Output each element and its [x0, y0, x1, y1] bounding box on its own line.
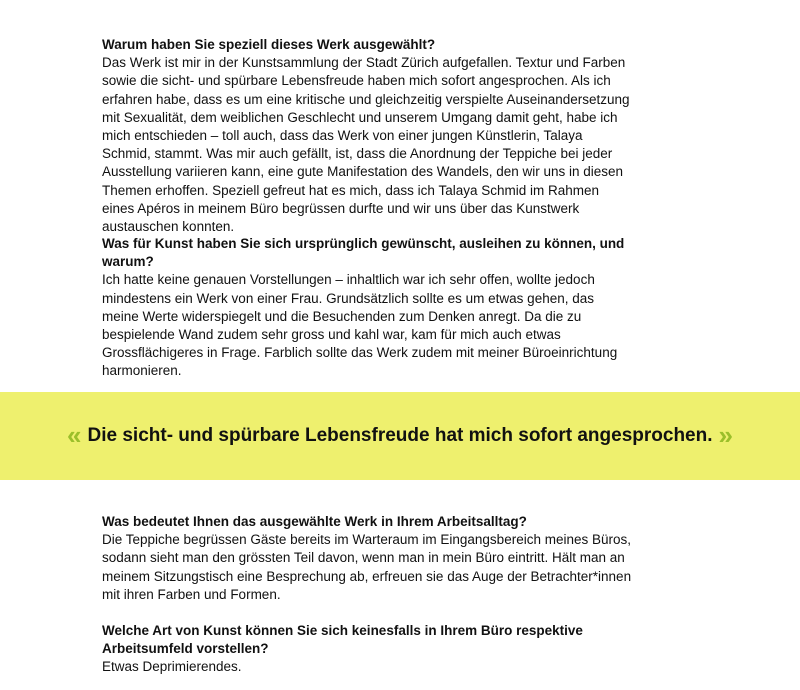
question-heading: Welche Art von Kunst können Sie sich keinesfalls in Ihrem Büro respektive Arbeitsumfeld vorstellen? — [102, 623, 583, 657]
question-heading: Was bedeutet Ihnen das ausgewählte Werk in Ihrem Arbeitsalltag? — [102, 514, 527, 529]
close-quote-icon: » — [718, 420, 733, 450]
answer-paragraph: Die Teppiche begrüssen Gäste bereits im Warteraum im Eingangsbereich meines Büros, sodann sieht man den grössten Teil davon, wenn man in mein Büro eintritt. Hält man an meinem Sitzungstisch eine Besprechung ab, erfreuen sie das Auge der Betrachter*innen mit ihren Farben und Formen. — [102, 532, 632, 602]
qa-section-3 — [102, 513, 632, 604]
answer-paragraph: Ich hatte keine genauen Vorstellungen – inhaltlich war ich sehr offen, wollte jedoch mindestens ein Werk von einer Frau. Grundsätzlich sollte es um etwas gehen, das meine Werte widerspiegelt und die Besuchenden zum Denken anregt. Da die zu bespielende Wand zudem sehr gross und kahl war, kam für mich auch etwas Grossflächigeres in Frage. Farblich sollte das Werk zudem mit meiner Büroeinrichtung harmonieren. — [102, 272, 618, 379]
open-quote-icon: « — [67, 420, 82, 450]
answer-paragraph: Das Werk ist mir in der Kunstsammlung der Stadt Zürich aufgefallen. Textur und Farben sowie die sicht- und spürbare Lebensfreude haben mich sofort angesprochen. Als ich erfahren habe, dass es um eine kritische und gleichzeitig verspielte Auseinandersetzung mit Sexualität, dem weiblichen Geschlecht und unserem Umgang damit geht, habe ich mich entschieden – toll auch, dass das Werk von einer jungen Künstlerin, Talaya Schmid, stammt. Was mir auch gefällt, ist, dass die Anordnung der Teppiche bei jeder Ausstellung variieren kann, eine gute Manifestation des Wandels, den wir uns in diesen Themen erhoffen. Speziell gefreut hat es mich, dass ich Talaya Schmid im Rahmen eines Apéros in meinem Büro begrüssen durfte und wir uns über das Kunstwerk austauschen konnten. — [102, 55, 630, 235]
qa-section-1 — [102, 36, 632, 236]
pull-quote-text: Die sicht- und spürbare Lebensfreude hat mich sofort angesprochen. — [87, 425, 713, 446]
pull-quote-band — [0, 392, 800, 480]
qa-section-2 — [102, 235, 632, 381]
question-heading: Was für Kunst haben Sie sich ursprünglich gewünscht, ausleihen zu können, und warum? — [102, 236, 625, 270]
qa-section-4 — [102, 622, 632, 677]
question-heading: Warum haben Sie speziell dieses Werk ausgewählt? — [102, 37, 436, 52]
pull-quote — [67, 420, 733, 450]
answer-paragraph: Etwas Deprimierendes. — [102, 659, 242, 675]
